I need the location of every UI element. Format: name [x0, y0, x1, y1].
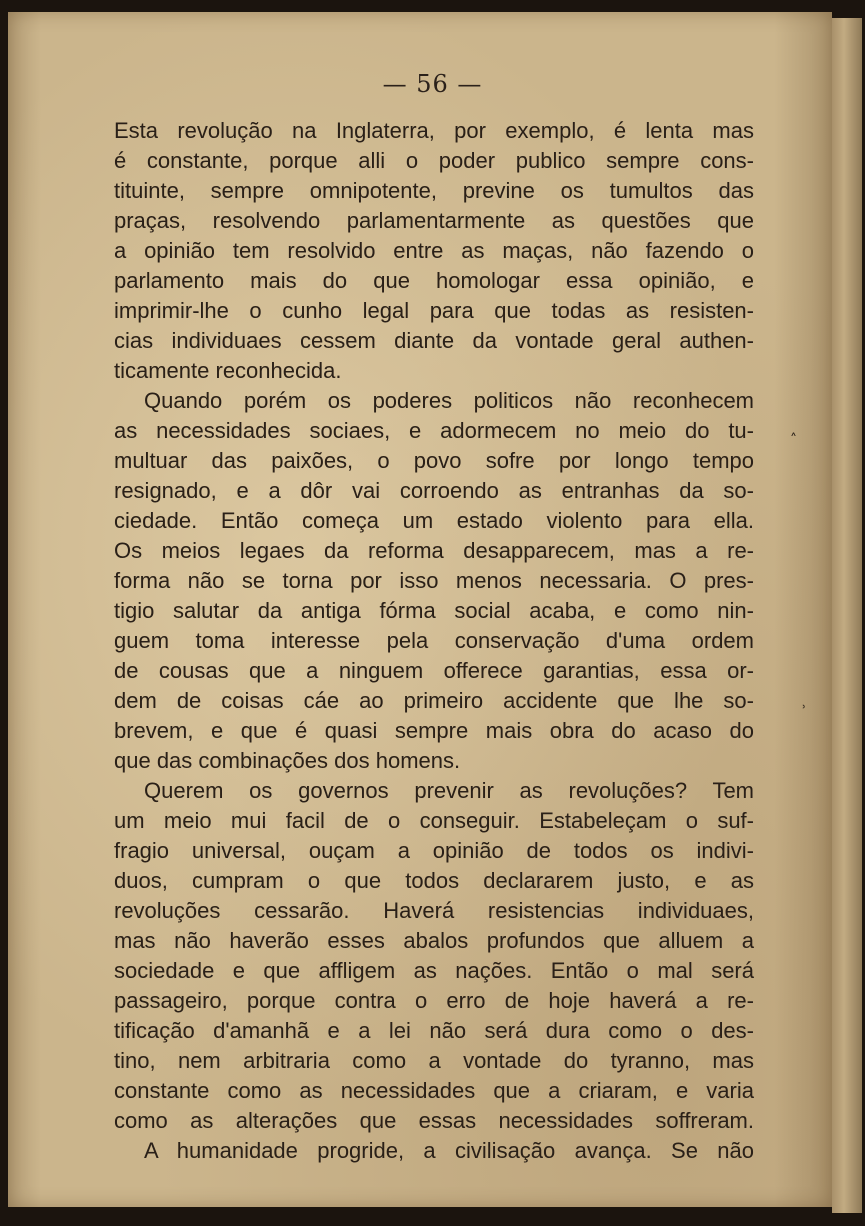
text-line: cias individuaes cessem diante da vontade geral authen- [114, 328, 754, 353]
text-line: as necessidades sociaes, e adormecem no meio do tu- [114, 418, 754, 443]
text-line: sociedade e que affligem as nações. Então o mal será [114, 958, 754, 983]
text-line: imprimir-lhe o cunho legal para que todas as resisten- [114, 298, 754, 323]
text-line: dem de coisas cáe ao primeiro accidente que lhe so- [114, 688, 754, 713]
body-text [114, 116, 754, 1166]
text-line: guem toma interesse pela conservação d'uma ordem [114, 628, 754, 653]
text-line: fragio universal, ouçam a opinião de todos os indivi- [114, 838, 754, 863]
text-line: Querem os governos prevenir as revoluções? Tem [144, 778, 754, 803]
text-line: a opinião tem resolvido entre as maças, não fazendo o [114, 238, 754, 263]
text-line: praças, resolvendo parlamentarmente as questões que [114, 208, 754, 233]
text-line: constante como as necessidades que a criaram, e varia [114, 1078, 754, 1103]
text-line: Quando porém os poderes politicos não reconhecem [144, 388, 754, 413]
ink-mark: ˄ [790, 432, 797, 448]
text-line: como as alterações que essas necessidades soffreram. [114, 1108, 754, 1133]
text-line: A humanidade progride, a civilisação avança. Se não [144, 1138, 754, 1163]
text-line: parlamento mais do que homologar essa opinião, e [114, 268, 754, 293]
text-line: Esta revolução na Inglaterra, por exemplo, é lenta mas [114, 118, 754, 143]
text-line: tificação d'amanhã e a lei não será dura como o des- [114, 1018, 754, 1043]
text-line: que das combinações dos homens. [114, 748, 461, 773]
text-line: forma não se torna por isso menos necessaria. O pres- [114, 568, 754, 593]
text-line: revoluções cessarão. Haverá resistencias individuaes, [114, 898, 754, 923]
text-line: tino, nem arbitraria como a vontade do tyranno, mas [114, 1048, 754, 1073]
text-line: mas não haverão esses abalos profundos que alluem a [114, 928, 754, 953]
text-line: brevem, e que é quasi sempre mais obra do acaso do [114, 718, 754, 743]
text-line: um meio mui facil de o conseguir. Estabeleçam o suf- [114, 808, 754, 833]
text-line: multuar das paixões, o povo sofre por longo tempo [114, 448, 754, 473]
page-number: — 56 — [382, 70, 483, 98]
text-line: Os meios legaes da reforma desapparecem, mas a re- [114, 538, 754, 563]
text-line: é constante, porque alli o poder publico sempre cons- [114, 148, 754, 173]
text-line: tigio salutar da antiga fórma social acaba, e como nin- [114, 598, 754, 623]
page-edge [832, 18, 862, 1213]
text-line: ciedade. Então começa um estado violento para ella. [114, 508, 754, 533]
text-line: resignado, e a dôr vai corroendo as entranhas da so- [114, 478, 754, 503]
ink-mark: ˒ [802, 700, 807, 716]
text-line: tituinte, sempre omnipotente, previne os tumultos das [114, 178, 754, 203]
text-line: ticamente reconhecida. [114, 358, 342, 383]
text-line: duos, cumpram o que todos declararem justo, e as [114, 868, 754, 893]
text-line: de cousas que a ninguem offerece garantias, essa or- [114, 658, 754, 683]
text-line: passageiro, porque contra o erro de hoje haverá a re- [114, 988, 754, 1013]
